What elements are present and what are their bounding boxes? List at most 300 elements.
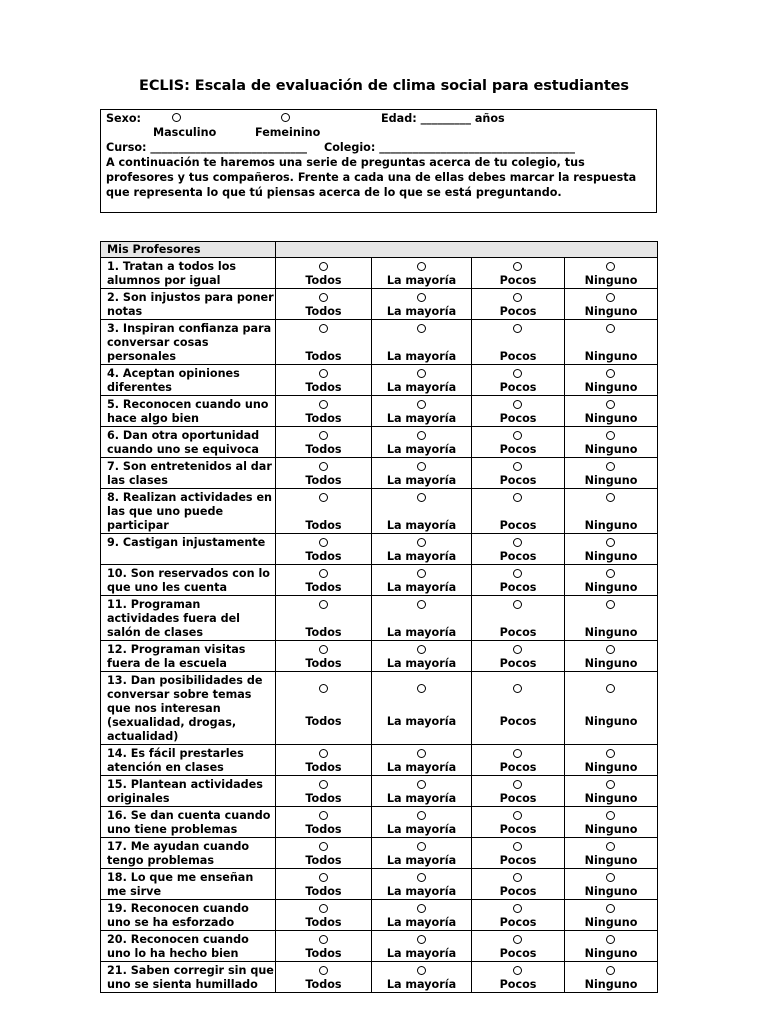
option-radio-todos[interactable] — [319, 904, 328, 913]
option-cell-ninguno — [565, 458, 658, 489]
option-cell-pocos — [472, 258, 565, 289]
option-radio-pocos[interactable] — [513, 400, 522, 409]
option-label: Pocos — [499, 978, 537, 991]
section-header-row — [101, 242, 658, 258]
option-radio-pocos[interactable] — [513, 842, 522, 851]
option-radio-la-mayoria[interactable] — [417, 904, 426, 913]
option-cell-todos — [276, 565, 372, 596]
option-cell-pocos — [472, 489, 565, 534]
question-row — [101, 489, 658, 534]
option-radio-la-mayoria[interactable] — [417, 324, 426, 333]
option-cell-ninguno — [565, 931, 658, 962]
option-label: La mayoría — [386, 792, 457, 805]
question-row — [101, 258, 658, 289]
option-cell-todos — [276, 396, 372, 427]
option-cell-ninguno — [565, 365, 658, 396]
option-cell-la-mayoria — [372, 900, 472, 931]
option-label: Ninguno — [584, 715, 638, 728]
option-radio-todos[interactable] — [319, 600, 328, 609]
option-label: Todos — [305, 657, 342, 670]
option-label: Todos — [305, 474, 342, 487]
student-info-box — [100, 109, 657, 213]
option-label: Pocos — [499, 626, 537, 639]
option-label: La mayoría — [386, 350, 457, 363]
option-radio-pocos[interactable] — [513, 293, 522, 302]
option-cell-la-mayoria — [372, 672, 472, 745]
question-text: 19. Reconocen cuando uno se ha esforzado — [101, 900, 276, 931]
option-cell-ninguno — [565, 565, 658, 596]
option-radio-todos[interactable] — [319, 684, 328, 693]
option-cell-la-mayoria — [372, 396, 472, 427]
option-cell-pocos — [472, 565, 565, 596]
option-radio-pocos[interactable] — [513, 600, 522, 609]
option-radio-ninguno[interactable] — [606, 262, 615, 271]
option-cell-todos — [276, 931, 372, 962]
option-cell-la-mayoria — [372, 365, 472, 396]
edad-field[interactable]: Edad: _________ años — [381, 112, 505, 125]
option-label: Ninguno — [584, 978, 638, 991]
option-label: Pocos — [499, 519, 537, 532]
option-cell-ninguno — [565, 962, 658, 993]
option-radio-ninguno[interactable] — [606, 462, 615, 471]
option-cell-la-mayoria — [372, 807, 472, 838]
option-label: Pocos — [499, 885, 537, 898]
option-radio-ninguno[interactable] — [606, 431, 615, 440]
option-label: La mayoría — [386, 916, 457, 929]
question-text: 7. Son entretenidos al dar las clases — [101, 458, 276, 489]
question-text: 20. Reconocen cuando uno lo ha hecho bien — [101, 931, 276, 962]
option-label: La mayoría — [386, 626, 457, 639]
option-cell-todos — [276, 534, 372, 565]
question-text: 9. Castigan injustamente — [101, 534, 276, 565]
option-cell-pocos — [472, 641, 565, 672]
question-row — [101, 776, 658, 807]
option-radio-la-mayoria[interactable] — [417, 569, 426, 578]
option-label: Todos — [305, 550, 342, 563]
option-label: Ninguno — [584, 854, 638, 867]
option-label: Pocos — [499, 854, 537, 867]
option-label: Todos — [305, 412, 342, 425]
question-row — [101, 427, 658, 458]
option-cell-pocos — [472, 365, 565, 396]
option-radio-ninguno[interactable] — [606, 493, 615, 502]
option-label: Ninguno — [584, 823, 638, 836]
question-text: 21. Saben corregir sin que uno se sienta humillado — [101, 962, 276, 993]
option-label: La mayoría — [386, 885, 457, 898]
option-radio-la-mayoria[interactable] — [417, 431, 426, 440]
option-cell-ninguno — [565, 641, 658, 672]
option-radio-ninguno[interactable] — [606, 600, 615, 609]
option-label: Todos — [305, 715, 342, 728]
option-cell-todos — [276, 489, 372, 534]
option-cell-todos — [276, 458, 372, 489]
option-cell-pocos — [472, 900, 565, 931]
option-cell-la-mayoria — [372, 838, 472, 869]
option-label: Todos — [305, 519, 342, 532]
instructions-text: A continuación te haremos una serie de preguntas acerca de tu colegio, tus profesores y tus compañeros. Frente a cada una de ellas debes marcar la respuesta que representa lo que tú piensas acerca de lo que se está preguntando. — [106, 156, 637, 199]
option-label: Pocos — [499, 916, 537, 929]
option-radio-pocos[interactable] — [513, 873, 522, 882]
question-text: 1. Tratan a todos los alumnos por igual — [101, 258, 276, 289]
option-cell-pocos — [472, 838, 565, 869]
option-label: Ninguno — [584, 381, 638, 394]
option-cell-la-mayoria — [372, 596, 472, 641]
option-cell-pocos — [472, 534, 565, 565]
option-radio-todos[interactable] — [319, 324, 328, 333]
option-radio-la-mayoria[interactable] — [417, 935, 426, 944]
option-cell-todos — [276, 776, 372, 807]
option-cell-todos — [276, 807, 372, 838]
survey-table — [100, 241, 658, 993]
option-cell-pocos — [472, 672, 565, 745]
option-radio-pocos[interactable] — [513, 904, 522, 913]
option-radio-ninguno[interactable] — [606, 369, 615, 378]
option-radio-pocos[interactable] — [513, 684, 522, 693]
option-cell-pocos — [472, 776, 565, 807]
question-row — [101, 458, 658, 489]
option-label: La mayoría — [386, 274, 457, 287]
option-cell-la-mayoria — [372, 534, 472, 565]
question-row — [101, 534, 658, 565]
option-radio-ninguno[interactable] — [606, 935, 615, 944]
option-cell-todos — [276, 838, 372, 869]
option-cell-ninguno — [565, 534, 658, 565]
option-label: Pocos — [499, 581, 537, 594]
option-label: Todos — [305, 381, 342, 394]
option-label: Todos — [305, 581, 342, 594]
option-radio-la-mayoria[interactable] — [417, 538, 426, 547]
option-radio-pocos[interactable] — [513, 462, 522, 471]
option-radio-la-mayoria[interactable] — [417, 493, 426, 502]
option-radio-ninguno[interactable] — [606, 904, 615, 913]
option-cell-ninguno — [565, 745, 658, 776]
option-label: Todos — [305, 916, 342, 929]
option-label: Ninguno — [584, 916, 638, 929]
option-cell-todos — [276, 745, 372, 776]
option-radio-todos[interactable] — [319, 645, 328, 654]
option-cell-la-mayoria — [372, 869, 472, 900]
option-radio-todos[interactable] — [319, 400, 328, 409]
option-label: Todos — [305, 626, 342, 639]
option-radio-la-mayoria[interactable] — [417, 462, 426, 471]
option-radio-ninguno[interactable] — [606, 538, 615, 547]
question-row — [101, 807, 658, 838]
option-label: Todos — [305, 885, 342, 898]
option-label: Ninguno — [584, 626, 638, 639]
option-cell-pocos — [472, 320, 565, 365]
option-cell-pocos — [472, 289, 565, 320]
option-radio-todos[interactable] — [319, 493, 328, 502]
option-cell-ninguno — [565, 838, 658, 869]
question-row — [101, 962, 658, 993]
option-label: La mayoría — [386, 305, 457, 318]
option-radio-todos[interactable] — [319, 811, 328, 820]
option-cell-ninguno — [565, 672, 658, 745]
option-label: Pocos — [499, 305, 537, 318]
option-radio-ninguno[interactable] — [606, 966, 615, 975]
page-title: ECLIS: Escala de evaluación de clima social para estudiantes — [139, 78, 629, 94]
option-radio-todos[interactable] — [319, 569, 328, 578]
option-cell-la-mayoria — [372, 962, 472, 993]
option-label: Todos — [305, 274, 342, 287]
option-radio-ninguno[interactable] — [606, 780, 615, 789]
option-cell-ninguno — [565, 427, 658, 458]
option-cell-todos — [276, 258, 372, 289]
option-cell-la-mayoria — [372, 931, 472, 962]
option-radio-pocos[interactable] — [513, 935, 522, 944]
option-label: Pocos — [499, 792, 537, 805]
question-row — [101, 396, 658, 427]
option-cell-pocos — [472, 869, 565, 900]
option-label: Ninguno — [584, 305, 638, 318]
option-radio-pocos[interactable] — [513, 262, 522, 271]
option-label: Ninguno — [584, 947, 638, 960]
option-cell-ninguno — [565, 900, 658, 931]
option-radio-pocos[interactable] — [513, 811, 522, 820]
option-radio-todos[interactable] — [319, 935, 328, 944]
option-label: Ninguno — [584, 885, 638, 898]
option-radio-ninguno[interactable] — [606, 400, 615, 409]
option-label: Ninguno — [584, 412, 638, 425]
option-label: La mayoría — [386, 381, 457, 394]
question-row — [101, 672, 658, 745]
option-label: Todos — [305, 978, 342, 991]
option-cell-pocos — [472, 807, 565, 838]
option-cell-todos — [276, 641, 372, 672]
option-radio-pocos[interactable] — [513, 966, 522, 975]
option-cell-pocos — [472, 396, 565, 427]
option-radio-la-mayoria[interactable] — [417, 684, 426, 693]
question-text: 2. Son injustos para poner notas — [101, 289, 276, 320]
option-cell-todos — [276, 596, 372, 641]
option-label: Pocos — [499, 474, 537, 487]
option-label: Ninguno — [584, 792, 638, 805]
section-header-fill — [276, 242, 658, 258]
option-radio-ninguno[interactable] — [606, 293, 615, 302]
question-row — [101, 641, 658, 672]
question-text: 18. Lo que me enseñan me sirve — [101, 869, 276, 900]
question-row — [101, 745, 658, 776]
option-cell-ninguno — [565, 258, 658, 289]
question-text: 3. Inspiran confianza para conversar cosas personales — [101, 320, 276, 365]
option-radio-pocos[interactable] — [513, 538, 522, 547]
option-radio-ninguno[interactable] — [606, 684, 615, 693]
option-radio-todos[interactable] — [319, 780, 328, 789]
option-radio-la-mayoria[interactable] — [417, 780, 426, 789]
question-text: 8. Realizan actividades en las que uno puede participar — [101, 489, 276, 534]
option-label: Pocos — [499, 550, 537, 563]
question-text: 14. Es fácil prestarles atención en clases — [101, 745, 276, 776]
option-cell-pocos — [472, 745, 565, 776]
question-text: 16. Se dan cuenta cuando uno tiene problemas — [101, 807, 276, 838]
option-label: Ninguno — [584, 474, 638, 487]
section-title: Mis Profesores — [101, 242, 276, 258]
option-cell-la-mayoria — [372, 776, 472, 807]
option-cell-pocos — [472, 458, 565, 489]
option-label: Ninguno — [584, 657, 638, 670]
option-radio-todos[interactable] — [319, 842, 328, 851]
option-label: Todos — [305, 761, 342, 774]
option-cell-ninguno — [565, 489, 658, 534]
option-radio-pocos[interactable] — [513, 645, 522, 654]
option-radio-la-mayoria[interactable] — [417, 600, 426, 609]
question-row — [101, 869, 658, 900]
femenino-radio[interactable] — [281, 113, 290, 122]
option-cell-pocos — [472, 427, 565, 458]
option-label: La mayoría — [386, 443, 457, 456]
option-radio-pocos[interactable] — [513, 749, 522, 758]
femenino-label: Femeinino — [255, 126, 321, 139]
option-label: La mayoría — [386, 715, 457, 728]
option-radio-ninguno[interactable] — [606, 645, 615, 654]
option-radio-todos[interactable] — [319, 262, 328, 271]
option-radio-pocos[interactable] — [513, 569, 522, 578]
option-label: Todos — [305, 350, 342, 363]
option-label: Ninguno — [584, 581, 638, 594]
option-label: Ninguno — [584, 274, 638, 287]
option-label: Pocos — [499, 761, 537, 774]
option-cell-pocos — [472, 962, 565, 993]
option-label: Ninguno — [584, 443, 638, 456]
option-radio-la-mayoria[interactable] — [417, 749, 426, 758]
option-radio-todos[interactable] — [319, 431, 328, 440]
option-radio-la-mayoria[interactable] — [417, 369, 426, 378]
option-label: Pocos — [499, 947, 537, 960]
option-cell-la-mayoria — [372, 289, 472, 320]
question-text: 5. Reconocen cuando uno hace algo bien — [101, 396, 276, 427]
option-cell-todos — [276, 365, 372, 396]
option-label: La mayoría — [386, 657, 457, 670]
option-radio-la-mayoria[interactable] — [417, 645, 426, 654]
option-cell-la-mayoria — [372, 458, 472, 489]
option-radio-todos[interactable] — [319, 749, 328, 758]
question-text: 17. Me ayudan cuando tengo problemas — [101, 838, 276, 869]
colegio-field[interactable]: Colegio: ___________________________________ — [324, 141, 575, 154]
option-radio-la-mayoria[interactable] — [417, 293, 426, 302]
option-label: Todos — [305, 947, 342, 960]
question-row — [101, 596, 658, 641]
option-label: Pocos — [499, 381, 537, 394]
question-text: 12. Programan visitas fuera de la escuela — [101, 641, 276, 672]
masculino-radio[interactable] — [172, 113, 181, 122]
option-cell-ninguno — [565, 596, 658, 641]
question-text: 11. Programan actividades fuera del salón de clases — [101, 596, 276, 641]
option-radio-todos[interactable] — [319, 369, 328, 378]
option-cell-la-mayoria — [372, 489, 472, 534]
option-label: Pocos — [499, 657, 537, 670]
question-text: 6. Dan otra oportunidad cuando uno se equivoca — [101, 427, 276, 458]
option-cell-ninguno — [565, 320, 658, 365]
option-label: Pocos — [499, 350, 537, 363]
option-radio-pocos[interactable] — [513, 431, 522, 440]
option-label: La mayoría — [386, 581, 457, 594]
option-label: La mayoría — [386, 978, 457, 991]
option-cell-la-mayoria — [372, 565, 472, 596]
option-radio-ninguno[interactable] — [606, 811, 615, 820]
option-label: Ninguno — [584, 761, 638, 774]
option-cell-la-mayoria — [372, 320, 472, 365]
option-radio-todos[interactable] — [319, 538, 328, 547]
question-row — [101, 320, 658, 365]
option-label: Todos — [305, 443, 342, 456]
option-cell-la-mayoria — [372, 641, 472, 672]
option-radio-pocos[interactable] — [513, 493, 522, 502]
option-cell-todos — [276, 320, 372, 365]
option-radio-la-mayoria[interactable] — [417, 842, 426, 851]
question-row — [101, 565, 658, 596]
option-cell-ninguno — [565, 396, 658, 427]
option-label: Pocos — [499, 274, 537, 287]
question-text: 10. Son reservados con lo que uno les cuenta — [101, 565, 276, 596]
sexo-label: Sexo: — [106, 112, 142, 125]
option-cell-todos — [276, 900, 372, 931]
option-label: Ninguno — [584, 519, 638, 532]
option-label: Todos — [305, 305, 342, 318]
question-row — [101, 900, 658, 931]
option-label: Todos — [305, 792, 342, 805]
option-radio-ninguno[interactable] — [606, 569, 615, 578]
option-radio-la-mayoria[interactable] — [417, 873, 426, 882]
option-radio-todos[interactable] — [319, 966, 328, 975]
option-cell-todos — [276, 672, 372, 745]
option-label: Pocos — [499, 443, 537, 456]
option-cell-todos — [276, 962, 372, 993]
option-cell-la-mayoria — [372, 258, 472, 289]
option-radio-la-mayoria[interactable] — [417, 811, 426, 820]
option-radio-la-mayoria[interactable] — [417, 400, 426, 409]
option-label: Pocos — [499, 715, 537, 728]
option-label: Pocos — [499, 412, 537, 425]
option-label: Ninguno — [584, 350, 638, 363]
option-label: Pocos — [499, 823, 537, 836]
option-cell-todos — [276, 427, 372, 458]
question-row — [101, 931, 658, 962]
option-label: Todos — [305, 854, 342, 867]
option-label: La mayoría — [386, 761, 457, 774]
option-radio-la-mayoria[interactable] — [417, 966, 426, 975]
question-row — [101, 838, 658, 869]
option-radio-todos[interactable] — [319, 462, 328, 471]
option-label: La mayoría — [386, 550, 457, 563]
option-radio-pocos[interactable] — [513, 369, 522, 378]
option-cell-la-mayoria — [372, 745, 472, 776]
curso-field[interactable]: Curso: ____________________________ — [106, 141, 308, 154]
option-cell-ninguno — [565, 807, 658, 838]
question-text: 13. Dan posibilidades de conversar sobre temas que nos interesan (sexualidad, drogas, actualidad) — [101, 672, 276, 745]
option-radio-pocos[interactable] — [513, 780, 522, 789]
question-row — [101, 289, 658, 320]
option-cell-la-mayoria — [372, 427, 472, 458]
option-radio-ninguno[interactable] — [606, 324, 615, 333]
option-radio-pocos[interactable] — [513, 324, 522, 333]
question-row — [101, 365, 658, 396]
option-cell-todos — [276, 289, 372, 320]
option-label: La mayoría — [386, 412, 457, 425]
option-label: Todos — [305, 823, 342, 836]
question-text: 15. Plantean actividades originales — [101, 776, 276, 807]
option-cell-ninguno — [565, 869, 658, 900]
option-radio-ninguno[interactable] — [606, 873, 615, 882]
option-radio-todos[interactable] — [319, 293, 328, 302]
option-radio-todos[interactable] — [319, 873, 328, 882]
option-cell-todos — [276, 869, 372, 900]
option-radio-ninguno[interactable] — [606, 842, 615, 851]
option-cell-ninguno — [565, 289, 658, 320]
option-label: La mayoría — [386, 947, 457, 960]
option-radio-ninguno[interactable] — [606, 749, 615, 758]
option-radio-la-mayoria[interactable] — [417, 262, 426, 271]
option-label: La mayoría — [386, 519, 457, 532]
